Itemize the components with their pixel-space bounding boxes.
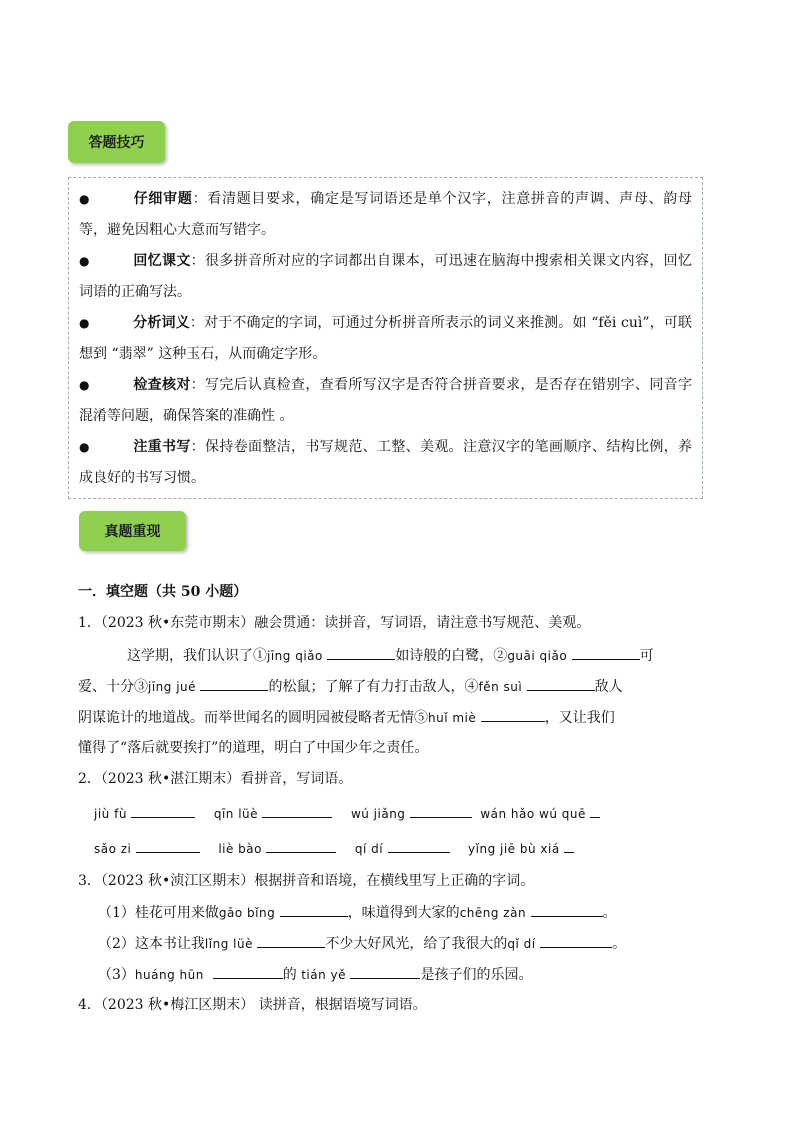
tip-title: 回忆课文 bbox=[133, 253, 191, 269]
pinyin: qǐ dí bbox=[507, 937, 536, 951]
tip-text: ：对于不确定的字词，可通过分析拼音所表示的词义来推测。如 “fěi cuì”，可联想到 “翡翠” 这种玉石，从而确定字形。 bbox=[79, 315, 692, 362]
q3-text: 。 bbox=[612, 936, 627, 952]
q3-item-3 bbox=[98, 963, 532, 984]
answer-blank[interactable] bbox=[280, 901, 348, 917]
q1-text: 这学期，我们认识了① bbox=[127, 648, 267, 664]
q3-heading: 3．（2023 秋•浈江区期末）根据拼音和语境，在横线里写上正确的字词。 bbox=[78, 873, 535, 889]
q1-text: 可 bbox=[639, 648, 654, 664]
section-title: 一．填空题（共 50 小题） bbox=[78, 584, 248, 600]
bullet-icon: ● bbox=[79, 440, 90, 454]
answer-blank[interactable] bbox=[262, 802, 332, 818]
pinyin: tián yě bbox=[301, 968, 346, 982]
q3-text: （1）桂花可用来做 bbox=[98, 905, 219, 921]
q1-line-1 bbox=[127, 644, 654, 665]
q3-text: ，味道得到大家的 bbox=[347, 905, 460, 921]
q1-line-3 bbox=[78, 706, 615, 727]
tip-title: 分析词义 bbox=[133, 315, 190, 331]
q3-text: （2）这本书让我 bbox=[98, 936, 205, 952]
tips-box bbox=[68, 177, 703, 499]
tip-item bbox=[79, 432, 692, 494]
q3-text: 不少大好风光，给了我很大的 bbox=[325, 936, 508, 952]
answer-blank[interactable] bbox=[266, 837, 336, 853]
pinyin: jiù fù bbox=[94, 807, 127, 821]
q3-item-2 bbox=[98, 932, 626, 953]
answer-blank[interactable] bbox=[257, 932, 325, 948]
q1-text: 爱、十分③ bbox=[78, 679, 148, 695]
q3-text: 的 bbox=[282, 967, 297, 983]
pinyin: jīng qiǎo bbox=[267, 649, 323, 663]
q1-text: 阴谋诡计的地道战。而举世闻名的圆明园被侵略者无情⑤ bbox=[78, 710, 428, 726]
answer-blank[interactable] bbox=[200, 675, 268, 691]
pinyin: jīng jué bbox=[148, 680, 197, 694]
pinyin: chēng zàn bbox=[459, 906, 527, 920]
answer-blank[interactable] bbox=[350, 963, 420, 979]
tip-title: 检查核对 bbox=[133, 377, 191, 393]
tip-text: ：看清题目要求，确定是写词语还是单个汉字，注意拼音的声调、声母、韵母等，避免因粗心大意而写错字。 bbox=[79, 191, 693, 238]
q3-text: （3） bbox=[98, 967, 135, 983]
q1-line-2 bbox=[78, 675, 623, 696]
q2-heading: 2．（2023 秋•湛江期末）看拼音，写词语。 bbox=[78, 771, 353, 787]
pinyin: fěn suì bbox=[478, 680, 523, 694]
q1-text: ，又让我们 bbox=[544, 710, 615, 726]
tip-item bbox=[79, 184, 692, 246]
q1-text: 的松鼠；了解了有力打击敌人，④ bbox=[268, 679, 479, 695]
pinyin: wán hǎo wú quē bbox=[480, 807, 586, 821]
q1-heading: 1．（2023 秋•东莞市期末）融会贯通：读拼音，写词语，请注意书写规范、美观。 bbox=[78, 615, 591, 631]
answer-blank[interactable] bbox=[388, 837, 450, 853]
tip-item bbox=[79, 246, 692, 308]
tips-badge: 答题技巧 bbox=[68, 121, 165, 163]
answer-blank[interactable] bbox=[213, 963, 283, 979]
answer-blank[interactable] bbox=[481, 706, 545, 722]
tip-title: 仔细审题 bbox=[133, 191, 193, 207]
answer-blank[interactable] bbox=[410, 802, 472, 818]
pinyin: huáng hūn bbox=[134, 968, 204, 982]
answer-blank[interactable] bbox=[327, 644, 395, 660]
pinyin: lǐng lüè bbox=[204, 937, 253, 951]
q2-row-1 bbox=[94, 802, 600, 822]
answer-blank[interactable] bbox=[572, 644, 640, 660]
tip-text: ：写完后认真检查，查看所写汉字是否符合拼音要求，是否存在错别字、同音字混淆等问题，确保答案的准确性 。 bbox=[79, 377, 693, 424]
q1-text: 如诗般的白鹭，② bbox=[395, 648, 508, 664]
q2-row-2 bbox=[94, 837, 574, 857]
answer-blank[interactable] bbox=[540, 932, 612, 948]
bullet-icon: ● bbox=[79, 192, 90, 206]
pinyin: guāi qiǎo bbox=[507, 649, 568, 663]
bullet-icon: ● bbox=[79, 254, 90, 268]
answer-blank[interactable] bbox=[136, 837, 200, 853]
bullet-icon: ● bbox=[79, 316, 90, 330]
pinyin: gāo bǐng bbox=[218, 906, 276, 920]
q1-line-4: 懂得了“落后就要挨打”的道理，明白了中国少年之责任。 bbox=[78, 740, 429, 756]
tip-text: ：很多拼音所对应的字词都出自课本，可迅速在脑海中搜索相关课文内容，回忆词语的正确写法。 bbox=[79, 253, 693, 300]
answer-blank[interactable] bbox=[531, 901, 603, 917]
answer-blank[interactable] bbox=[564, 837, 574, 853]
pinyin: qí dí bbox=[354, 842, 384, 856]
q3-text: 。 bbox=[602, 905, 617, 921]
real-questions-badge: 真题重现 bbox=[79, 511, 186, 551]
bullet-icon: ● bbox=[79, 378, 90, 392]
q4-heading: 4．（2023 秋•梅江区期末） 读拼音，根据语境写词语。 bbox=[78, 997, 427, 1013]
answer-blank[interactable] bbox=[527, 675, 595, 691]
tip-title: 注重书写 bbox=[133, 439, 191, 455]
pinyin: sǎo zi bbox=[94, 842, 132, 856]
pinyin: qīn lüè bbox=[213, 807, 259, 821]
pinyin: liè bào bbox=[218, 842, 262, 856]
tip-item bbox=[79, 370, 692, 432]
pinyin: huǐ miè bbox=[428, 711, 477, 725]
q3-text: 是孩子们的乐园。 bbox=[420, 967, 533, 983]
answer-blank[interactable] bbox=[131, 802, 195, 818]
tip-item bbox=[79, 308, 692, 370]
pinyin: yǐng jiē bù xiá bbox=[468, 842, 560, 856]
pinyin: wú jiǎng bbox=[350, 807, 406, 821]
q3-item-1 bbox=[98, 901, 617, 922]
answer-blank[interactable] bbox=[590, 802, 600, 818]
q1-text: 敌人 bbox=[594, 679, 623, 695]
tip-text: ：保持卷面整洁，书写规范、工整、美观。注意汉字的笔画顺序、结构比例，养成良好的书写习惯。 bbox=[79, 439, 693, 486]
